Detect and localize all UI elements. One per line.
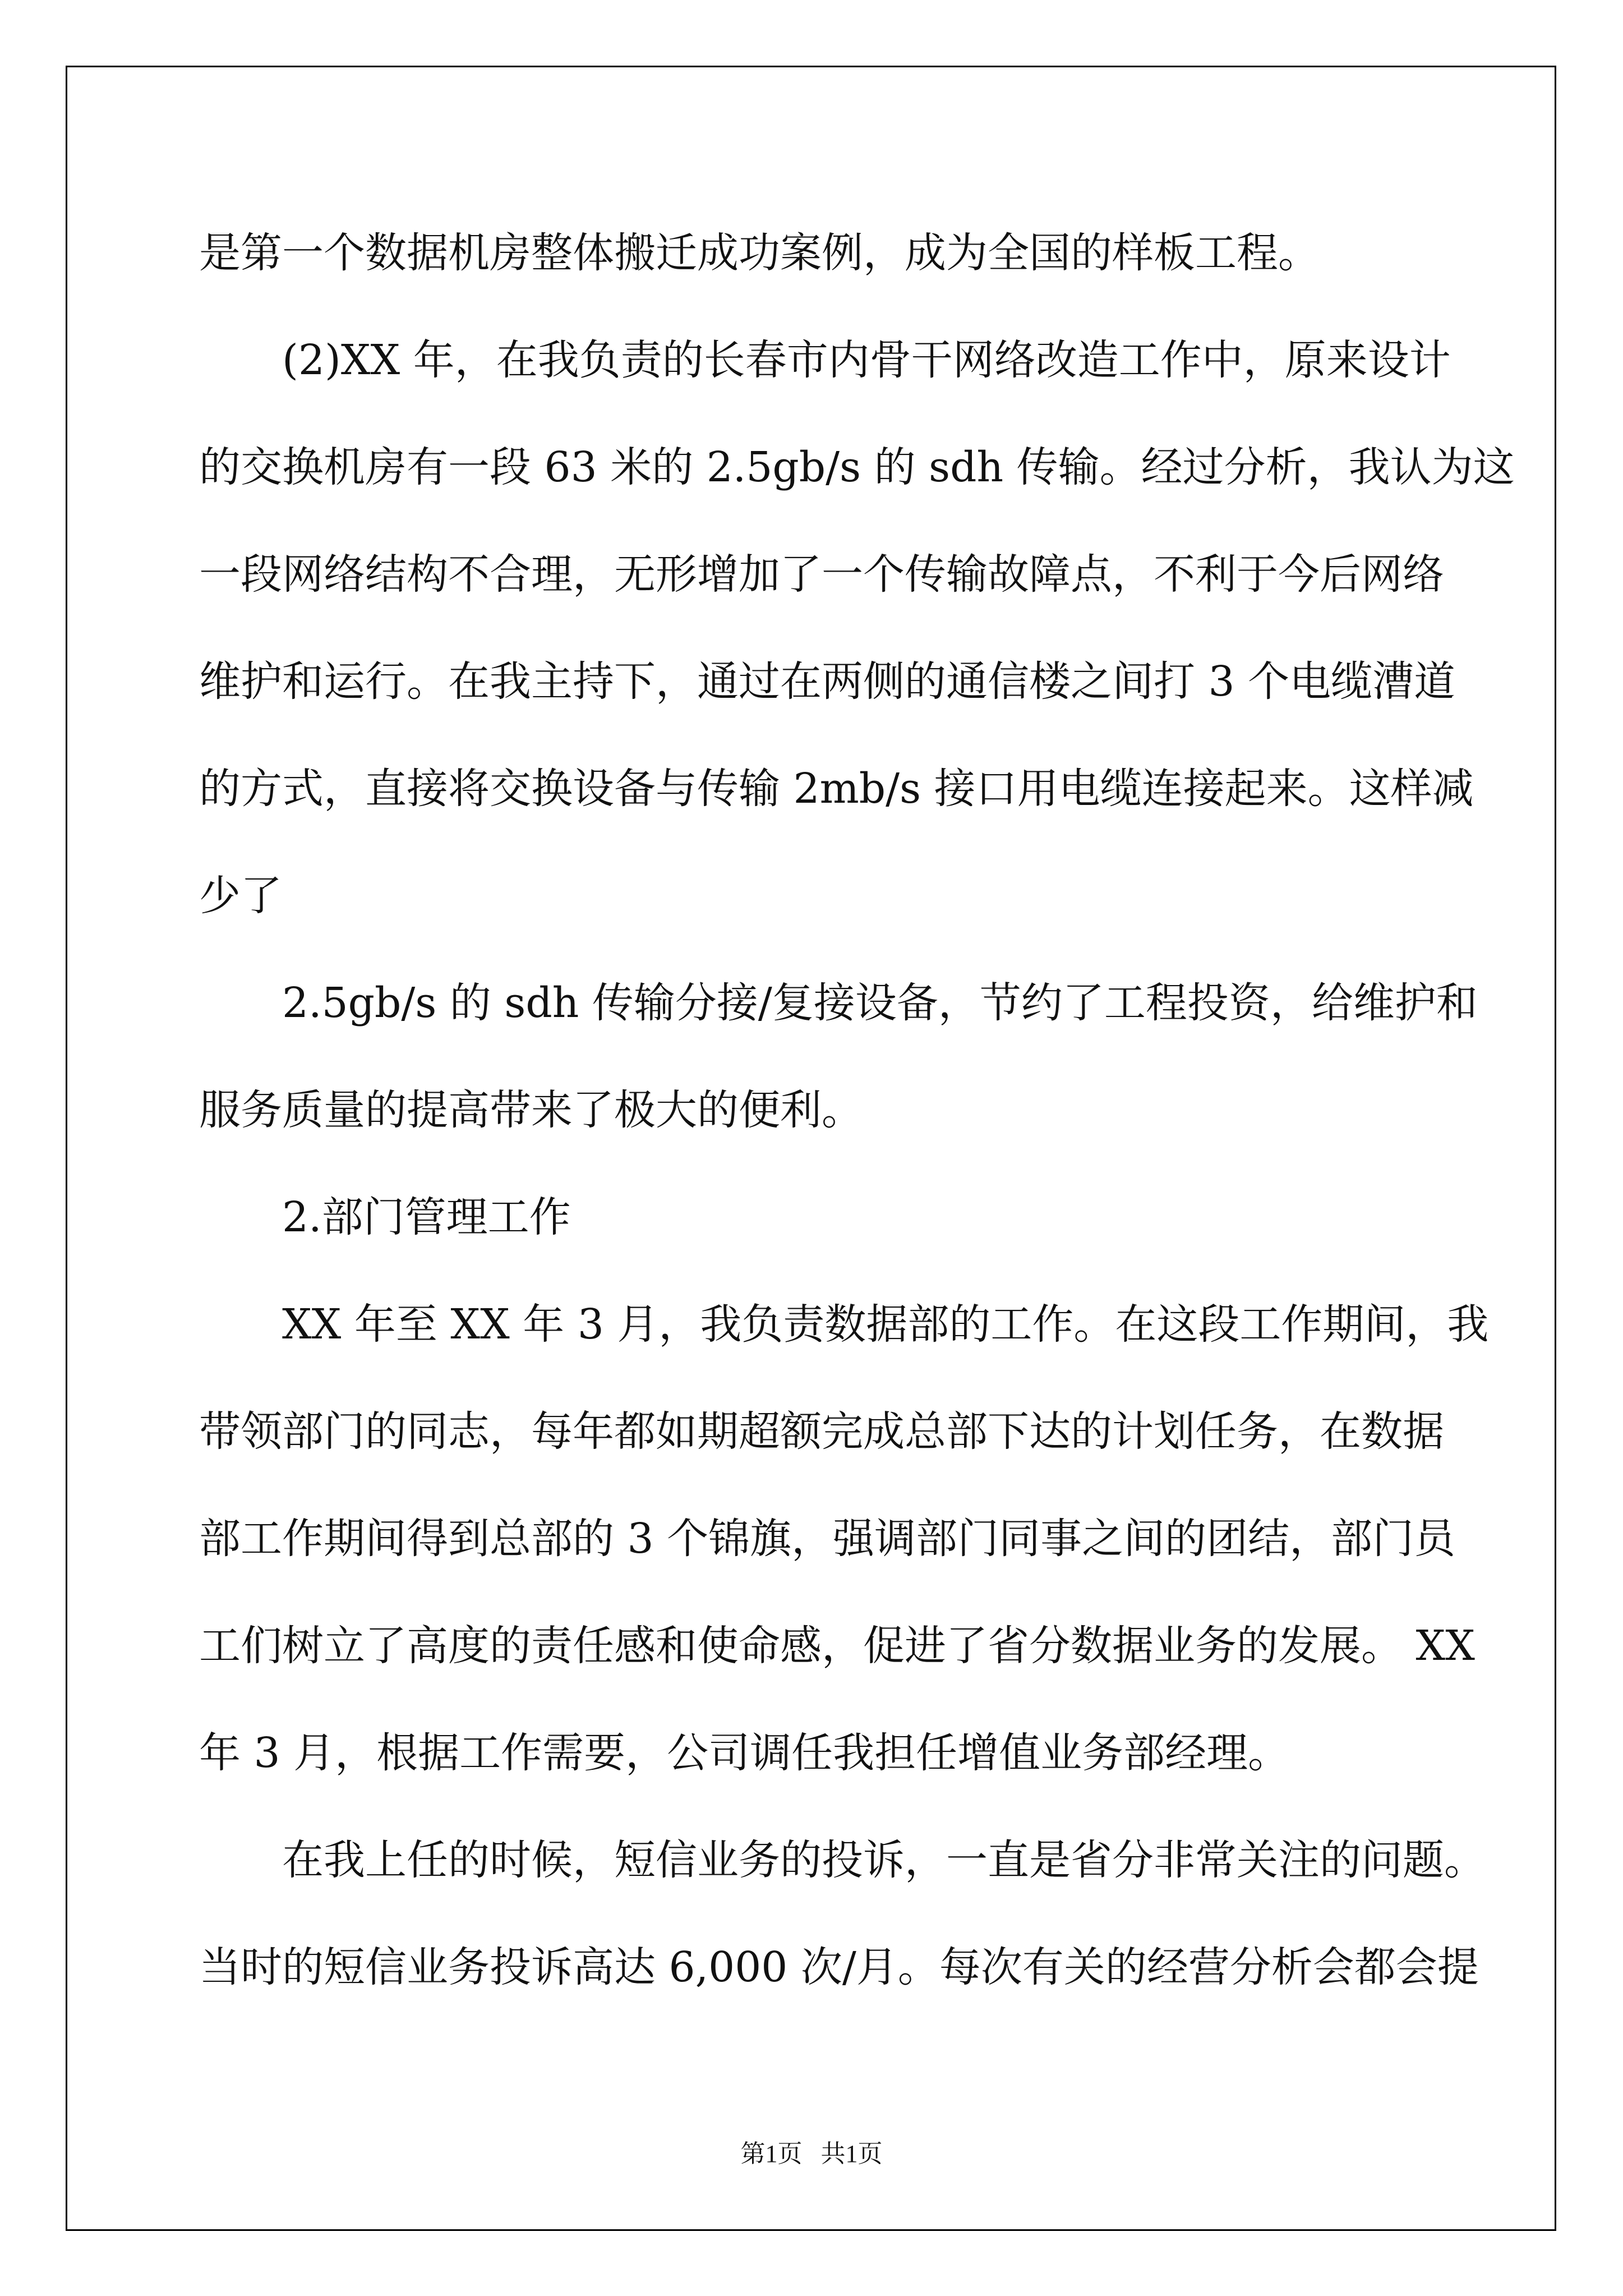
paragraph-line: 2.5gb/s 的 sdh 传输分接/复接设备，节约了工程投资，给维护和	[282, 979, 1478, 1027]
paragraph-line: 少了	[199, 872, 282, 920]
paragraph-line: 工们树立了高度的责任感和使命感，促进了省分数据业务的发展。 XX	[199, 1622, 1475, 1670]
paragraph-line: 维护和运行。在我主持下，通过在两侧的通信楼之间打 3 个电缆漕道	[199, 657, 1456, 706]
paragraph-line: (2)XX 年，在我负责的长春市内骨干网络改造工作中，原来设计	[282, 336, 1451, 384]
paragraph-line: 是第一个数据机房整体搬迁成功案例，成为全国的样板工程。	[199, 229, 1320, 277]
paragraph-line: 的交换机房有一段 63 米的 2.5gb/s 的 sdh 传输。经过分析，我认为这	[199, 443, 1515, 491]
paragraph-line: 一段网络结构不合理，无形增加了一个传输故障点，不利于今后网络	[199, 550, 1444, 599]
page-footer: 第1页 共1页	[740, 2140, 883, 2168]
paragraph-line: 部工作期间得到总部的 3 个锦旗，强调部门同事之间的团结，部门员	[199, 1515, 1456, 1563]
paragraph-line: 当时的短信业务投诉高达 6,000 次/月。每次有关的经营分析会都会提	[199, 1943, 1479, 1991]
paragraph-line: 的方式，直接将交换设备与传输 2mb/s 接口用电缆连接起来。这样减	[199, 765, 1474, 813]
paragraph-line: 带领部门的同志，每年都如期超额完成总部下达的计划任务，在数据	[199, 1407, 1444, 1456]
paragraph-line: 在我上任的时候，短信业务的投诉，一直是省分非常关注的问题。	[282, 1836, 1486, 1884]
page-border	[66, 66, 1556, 2231]
paragraph-line: XX 年至 XX 年 3 月，我负责数据部的工作。在这段工作期间，我	[282, 1300, 1489, 1349]
paragraph-line: 服务质量的提高带来了极大的便利。	[199, 1086, 863, 1134]
paragraph-line: 年 3 月，根据工作需要，公司调任我担任增值业务部经理。	[199, 1729, 1290, 1777]
section-heading: 2.部门管理工作	[282, 1193, 571, 1241]
